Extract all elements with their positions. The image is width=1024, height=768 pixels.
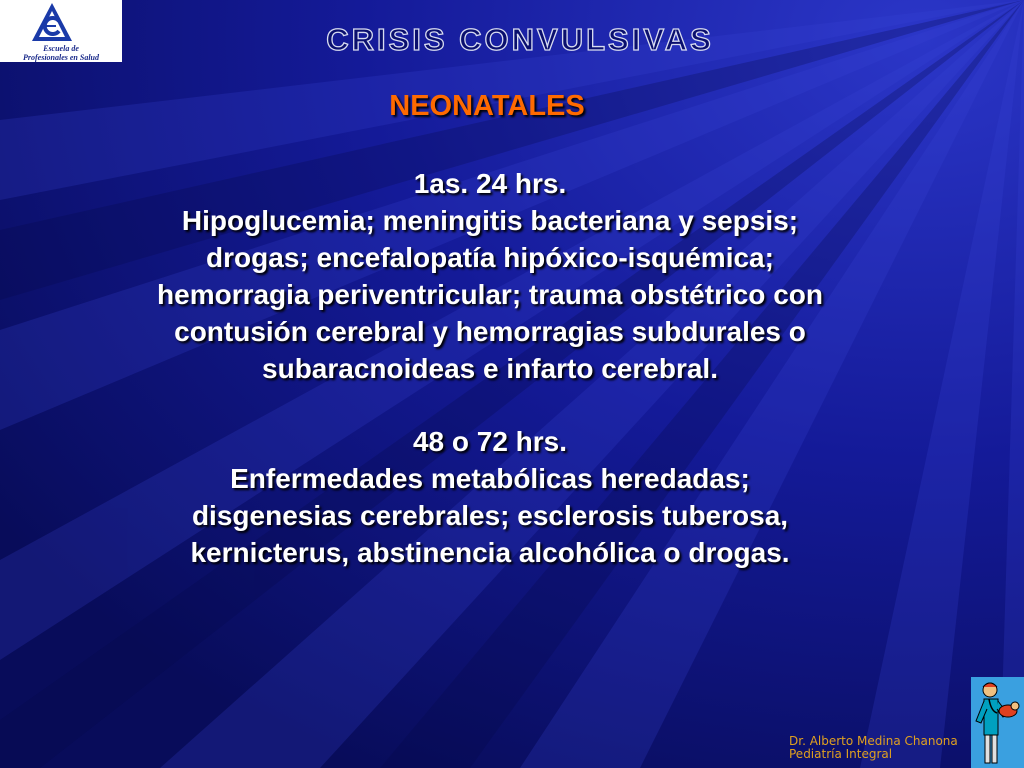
school-logo	[0, 0, 122, 62]
doctor-with-baby-icon	[971, 677, 1024, 768]
section-line: kernicterus, abstinencia alcohólica o drogas.	[190, 537, 790, 568]
slide-title: CRISIS CONVULSIVAS	[326, 22, 714, 57]
author-name: Dr. Alberto Medina Chanona	[789, 734, 958, 748]
section-line: contusión cerebral y hemorragias subdurales o	[174, 316, 806, 347]
author-specialty: Pediatría Integral	[789, 747, 893, 761]
school-logo-line1: Escuela de	[43, 44, 79, 53]
section-line: subaracnoideas e infarto cerebral.	[262, 353, 718, 384]
section-line: drogas; encefalopatía hipóxico-isquémica;	[206, 242, 774, 273]
doctor-with-baby-clipart	[971, 677, 1024, 768]
school-logo-text	[2, 44, 120, 62]
school-logo-line2: Profesionales en Salud	[22, 53, 99, 62]
section-line: disgenesias cerebrales; esclerosis tuberosa,	[191, 500, 789, 531]
school-logo-emblem-icon	[30, 1, 74, 45]
section-heading: 48 o 72 hrs.	[412, 426, 568, 457]
section-heading: 1as. 24 hrs.	[413, 168, 567, 199]
section-48-72-hours	[30, 423, 950, 571]
section-line: Enfermedades metabólicas heredadas;	[230, 463, 750, 494]
slide-subtitle: NEONATALES	[389, 90, 585, 122]
section-line: hemorragia periventricular; trauma obstétrico con	[157, 279, 823, 310]
author-credit	[789, 735, 958, 761]
section-line: Hipoglucemia; meningitis bacteriana y sepsis;	[181, 205, 799, 236]
section-24-hours	[30, 165, 950, 387]
